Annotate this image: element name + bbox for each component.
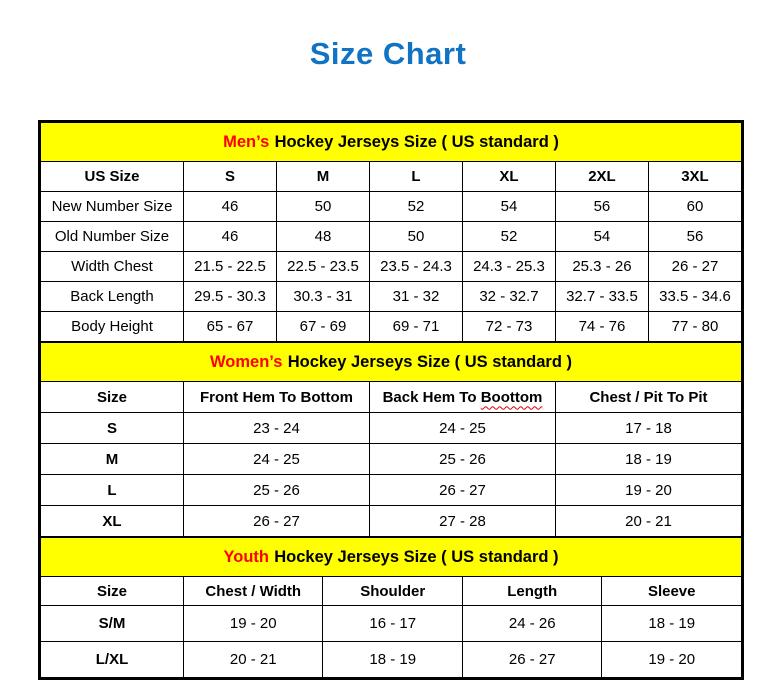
women-value-cell: 24 - 25 (369, 413, 555, 444)
men-value-cell: 26 - 27 (648, 252, 741, 282)
men-col-header-2xl: 2XL (555, 162, 648, 192)
youth-value-cell: 16 - 17 (323, 606, 462, 642)
youth-heading-rest: Hockey Jerseys Size ( US standard ) (274, 547, 559, 566)
women-col-header-front-hem: Front Hem To Bottom (184, 382, 370, 413)
youth-value-cell: 26 - 27 (462, 642, 601, 678)
youth-value-cell: 20 - 21 (184, 642, 323, 678)
men-size-table (40, 122, 742, 342)
women-row-xl (41, 506, 742, 537)
men-value-cell: 31 - 32 (369, 282, 462, 312)
women-size-label: L (41, 475, 184, 506)
men-value-cell: 46 (184, 192, 277, 222)
youth-value-cell: 19 - 20 (602, 642, 742, 678)
youth-size-label: S/M (41, 606, 184, 642)
men-row-width-chest (41, 252, 742, 282)
men-value-cell: 23.5 - 24.3 (369, 252, 462, 282)
men-col-header-xl: XL (462, 162, 555, 192)
women-value-cell: 25 - 26 (184, 475, 370, 506)
women-section-header-row (41, 343, 742, 382)
men-value-cell: 74 - 76 (555, 312, 648, 342)
youth-col-header-shoulder: Shoulder (323, 577, 462, 606)
women-value-cell: 19 - 20 (555, 475, 741, 506)
men-value-cell: 22.5 - 23.5 (277, 252, 370, 282)
women-column-header-row (41, 382, 742, 413)
youth-col-header-sleeve: Sleeve (602, 577, 742, 606)
men-row-label: Back Length (41, 282, 184, 312)
men-col-header-us-size: US Size (41, 162, 184, 192)
women-size-label: S (41, 413, 184, 444)
youth-value-cell: 18 - 19 (323, 642, 462, 678)
men-value-cell: 69 - 71 (369, 312, 462, 342)
youth-row-lxl (41, 642, 742, 678)
women-value-cell: 20 - 21 (555, 506, 741, 537)
men-row-back-length (41, 282, 742, 312)
women-size-table (40, 342, 742, 537)
men-row-old-number-size (41, 222, 742, 252)
back-hem-label: Back Hem To (382, 388, 477, 406)
men-value-cell: 52 (462, 222, 555, 252)
youth-value-cell: 18 - 19 (602, 606, 742, 642)
men-heading-rest: Hockey Jerseys Size ( US standard ) (274, 132, 559, 151)
men-value-cell: 54 (462, 192, 555, 222)
page-title: Size Chart (309, 36, 467, 71)
youth-column-header-row (41, 577, 742, 606)
men-section-header (41, 123, 742, 162)
youth-value-cell: 24 - 26 (462, 606, 601, 642)
youth-col-header-chest-width: Chest / Width (184, 577, 323, 606)
men-value-cell: 77 - 80 (648, 312, 741, 342)
youth-col-header-size: Size (41, 577, 184, 606)
men-value-cell: 54 (555, 222, 648, 252)
men-value-cell: 60 (648, 192, 741, 222)
men-value-cell: 48 (277, 222, 370, 252)
men-col-header-3xl: 3XL (648, 162, 741, 192)
men-value-cell: 50 (277, 192, 370, 222)
misspelled-word: Boottom (480, 388, 543, 406)
men-value-cell: 56 (648, 222, 741, 252)
men-value-cell: 33.5 - 34.6 (648, 282, 741, 312)
men-row-body-height (41, 312, 742, 342)
women-row-m (41, 444, 742, 475)
women-value-cell: 18 - 19 (555, 444, 741, 475)
men-value-cell: 56 (555, 192, 648, 222)
men-value-cell: 50 (369, 222, 462, 252)
men-value-cell: 32 - 32.7 (462, 282, 555, 312)
women-heading-accent: Women’s (210, 352, 283, 371)
women-row-s (41, 413, 742, 444)
men-heading-accent: Men’s (223, 132, 270, 151)
women-col-header-chest: Chest / Pit To Pit (555, 382, 741, 413)
women-value-cell: 23 - 24 (184, 413, 370, 444)
men-value-cell: 29.5 - 30.3 (184, 282, 277, 312)
men-value-cell: 52 (369, 192, 462, 222)
youth-size-table (40, 537, 742, 678)
men-value-cell: 46 (184, 222, 277, 252)
men-value-cell: 32.7 - 33.5 (555, 282, 648, 312)
youth-value-cell: 19 - 20 (184, 606, 323, 642)
women-col-header-back-hem (369, 382, 555, 413)
men-value-cell: 72 - 73 (462, 312, 555, 342)
women-value-cell: 17 - 18 (555, 413, 741, 444)
men-col-header-m: M (277, 162, 370, 192)
youth-heading-accent: Youth (223, 547, 269, 566)
men-value-cell: 65 - 67 (184, 312, 277, 342)
men-col-header-s: S (184, 162, 277, 192)
men-value-cell: 24.3 - 25.3 (462, 252, 555, 282)
women-size-label: XL (41, 506, 184, 537)
women-col-header-size: Size (41, 382, 184, 413)
women-value-cell: 26 - 27 (184, 506, 370, 537)
men-value-cell: 25.3 - 26 (555, 252, 648, 282)
women-value-cell: 26 - 27 (369, 475, 555, 506)
women-value-cell: 24 - 25 (184, 444, 370, 475)
women-value-cell: 27 - 28 (369, 506, 555, 537)
youth-size-label: L/XL (41, 642, 184, 678)
men-row-label: Body Height (41, 312, 184, 342)
men-value-cell: 21.5 - 22.5 (184, 252, 277, 282)
men-row-label: Old Number Size (41, 222, 184, 252)
women-row-l (41, 475, 742, 506)
youth-row-sm (41, 606, 742, 642)
women-heading-rest: Hockey Jerseys Size ( US standard ) (287, 352, 572, 371)
women-size-label: M (41, 444, 184, 475)
men-column-header-row (41, 162, 742, 192)
men-value-cell: 30.3 - 31 (277, 282, 370, 312)
women-value-cell: 25 - 26 (369, 444, 555, 475)
men-row-label: New Number Size (41, 192, 184, 222)
women-section-header (41, 343, 742, 382)
youth-section-header (41, 538, 742, 577)
youth-col-header-length: Length (462, 577, 601, 606)
men-value-cell: 67 - 69 (277, 312, 370, 342)
men-section-header-row (41, 123, 742, 162)
men-row-new-number-size (41, 192, 742, 222)
size-chart-tables (38, 120, 744, 680)
men-row-label: Width Chest (41, 252, 184, 282)
men-col-header-l: L (369, 162, 462, 192)
youth-section-header-row (41, 538, 742, 577)
